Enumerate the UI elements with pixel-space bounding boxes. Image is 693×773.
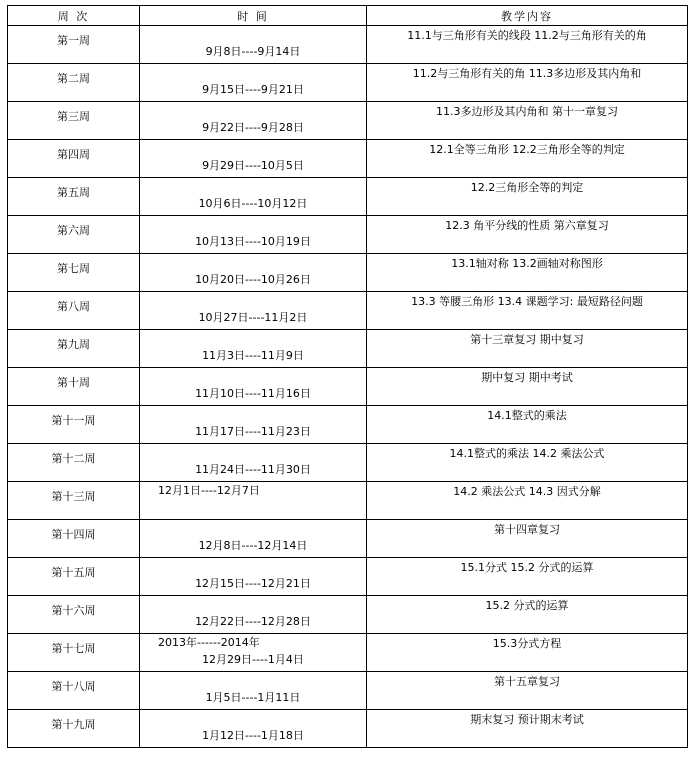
content-cell — [367, 26, 688, 64]
time-range: 12月22日----12月28日 — [195, 615, 311, 628]
time-cell — [140, 216, 367, 254]
teaching-content: 第十三章复习 期中复习 — [470, 333, 584, 346]
table-row — [8, 330, 688, 368]
week-label: 第十七周 — [51, 641, 96, 655]
week-label: 第二周 — [57, 71, 90, 85]
teaching-content: 13.1轴对称 13.2画轴对称图形 — [451, 257, 603, 270]
time-range: 9月8日----9月14日 — [205, 45, 301, 58]
week-label: 第十三周 — [51, 489, 96, 503]
content-cell — [367, 482, 688, 520]
content-cell — [367, 634, 688, 672]
week-label: 第十四周 — [51, 527, 96, 541]
time-cell — [140, 26, 367, 64]
time-range: 1月5日----1月11日 — [205, 691, 301, 704]
content-cell — [367, 102, 688, 140]
time-cell — [140, 368, 367, 406]
table-row — [8, 216, 688, 254]
time-cell — [140, 710, 367, 748]
week-cell — [8, 368, 140, 406]
time-range — [140, 499, 366, 516]
time-range-top — [140, 368, 366, 385]
time-range: 11月3日----11月9日 — [202, 349, 304, 362]
time-range: 10月13日----10月19日 — [195, 235, 311, 248]
time-cell — [140, 482, 367, 520]
week-label: 第十一周 — [51, 413, 96, 427]
week-cell — [8, 26, 140, 64]
time-range: 1月12日----1月18日 — [202, 729, 304, 742]
table-row — [8, 26, 688, 64]
week-cell — [8, 178, 140, 216]
content-cell — [367, 292, 688, 330]
teaching-content: 期末复习 预计期末考试 — [470, 713, 584, 726]
week-cell — [8, 254, 140, 292]
teaching-content: 12.1全等三角形 12.2三角形全等的判定 — [429, 143, 625, 156]
time-cell — [140, 444, 367, 482]
week-cell — [8, 482, 140, 520]
table-row — [8, 292, 688, 330]
week-cell — [8, 520, 140, 558]
time-range-top — [140, 672, 366, 689]
time-range: 9月15日----9月21日 — [202, 83, 304, 96]
header-row — [8, 6, 688, 26]
content-cell — [367, 368, 688, 406]
content-cell — [367, 64, 688, 102]
time-cell — [140, 330, 367, 368]
time-range: 11月17日----11月23日 — [195, 425, 311, 438]
week-cell — [8, 140, 140, 178]
time-cell — [140, 64, 367, 102]
table-row — [8, 558, 688, 596]
content-cell — [367, 672, 688, 710]
week-label: 第三周 — [57, 109, 90, 123]
table-row — [8, 634, 688, 672]
content-cell — [367, 406, 688, 444]
time-range: 10月6日----10月12日 — [198, 197, 308, 210]
time-range: 11月24日----11月30日 — [195, 463, 311, 476]
week-label: 第四周 — [57, 147, 90, 161]
table-row — [8, 102, 688, 140]
time-range-top — [140, 26, 366, 43]
table-row — [8, 482, 688, 520]
teaching-content: 11.1与三角形有关的线段 11.2与三角形有关的角 — [407, 29, 647, 42]
teaching-content: 15.3分式方程 — [492, 637, 562, 650]
time-range: 9月29日----10月5日 — [202, 159, 304, 172]
time-range-top — [140, 254, 366, 271]
week-label: 第六周 — [57, 223, 90, 237]
week-label: 第十周 — [57, 375, 90, 389]
time-range-top — [140, 178, 366, 195]
time-range-top — [140, 330, 366, 347]
week-cell — [8, 216, 140, 254]
teaching-content: 13.3 等腰三角形 13.4 课题学习: 最短路径问题 — [411, 295, 643, 308]
week-label: 第五周 — [57, 185, 90, 199]
time-range-top — [140, 406, 366, 423]
time-range: 12月15日----12月21日 — [195, 577, 311, 590]
table-row — [8, 710, 688, 748]
week-cell — [8, 64, 140, 102]
week-label: 第一周 — [57, 33, 90, 47]
teaching-content: 12.3 角平分线的性质 第六章复习 — [445, 219, 609, 232]
teaching-content: 第十四章复习 — [494, 523, 560, 536]
table-row — [8, 140, 688, 178]
content-cell — [367, 558, 688, 596]
header-time: 时 间 — [140, 6, 367, 26]
header-content: 教学内容 — [367, 6, 688, 26]
table-row — [8, 406, 688, 444]
time-cell — [140, 406, 367, 444]
content-cell — [367, 444, 688, 482]
time-range: 11月10日----11月16日 — [195, 387, 311, 400]
time-range-top: 2013年------2014年 — [158, 636, 260, 649]
week-label: 第七周 — [57, 261, 90, 275]
week-cell — [8, 596, 140, 634]
time-cell — [140, 634, 367, 672]
time-range-top — [140, 596, 366, 613]
content-cell — [367, 140, 688, 178]
teaching-content: 第十五章复习 — [494, 675, 560, 688]
time-range-top — [140, 140, 366, 157]
week-label: 第八周 — [57, 299, 90, 313]
time-cell — [140, 596, 367, 634]
time-range-top — [140, 520, 366, 537]
time-cell — [140, 558, 367, 596]
table-row — [8, 178, 688, 216]
teaching-content: 15.1分式 15.2 分式的运算 — [460, 561, 594, 574]
week-cell — [8, 102, 140, 140]
content-cell — [367, 216, 688, 254]
time-range: 9月22日----9月28日 — [202, 121, 304, 134]
content-cell — [367, 710, 688, 748]
week-label: 第十六周 — [51, 603, 96, 617]
time-range-top — [140, 292, 366, 309]
teaching-content: 14.2 乘法公式 14.3 因式分解 — [453, 485, 601, 498]
time-range: 12月8日----12月14日 — [198, 539, 308, 552]
schedule-body — [8, 26, 688, 748]
time-range-top — [140, 216, 366, 233]
table-row — [8, 368, 688, 406]
teaching-content: 14.1整式的乘法 — [487, 409, 567, 422]
table-row — [8, 444, 688, 482]
week-label: 第十二周 — [51, 451, 96, 465]
time-cell — [140, 672, 367, 710]
teaching-content: 14.1整式的乘法 14.2 乘法公式 — [449, 447, 605, 460]
week-cell — [8, 444, 140, 482]
teaching-schedule-table — [7, 5, 688, 748]
time-range: 10月27日----11月2日 — [198, 311, 308, 324]
table-row — [8, 672, 688, 710]
time-range: 12月29日----1月4日 — [202, 653, 304, 666]
time-cell — [140, 292, 367, 330]
teaching-content: 11.3多边形及其内角和 第十一章复习 — [436, 105, 618, 118]
time-cell — [140, 254, 367, 292]
time-range-top — [140, 64, 366, 81]
header-week: 周 次 — [8, 6, 140, 26]
time-cell — [140, 140, 367, 178]
week-label: 第十五周 — [51, 565, 96, 579]
teaching-content: 15.2 分式的运算 — [485, 599, 569, 612]
week-cell — [8, 634, 140, 672]
time-range-top — [140, 444, 366, 461]
time-range-top — [140, 710, 366, 727]
time-range: 10月20日----10月26日 — [195, 273, 311, 286]
time-range-top — [140, 558, 366, 575]
week-label: 第九周 — [57, 337, 90, 351]
content-cell — [367, 596, 688, 634]
week-label: 第十八周 — [51, 679, 96, 693]
teaching-content: 期中复习 期中考试 — [481, 371, 573, 384]
table-row — [8, 64, 688, 102]
content-cell — [367, 254, 688, 292]
week-cell — [8, 672, 140, 710]
time-range-top — [140, 102, 366, 119]
time-cell — [140, 520, 367, 558]
time-cell — [140, 102, 367, 140]
time-range-top: 12月1日----12月7日 — [158, 484, 260, 497]
teaching-content: 12.2三角形全等的判定 — [470, 181, 584, 194]
content-cell — [367, 330, 688, 368]
table-row — [8, 520, 688, 558]
time-cell — [140, 178, 367, 216]
week-cell — [8, 330, 140, 368]
table-row — [8, 596, 688, 634]
content-cell — [367, 178, 688, 216]
week-cell — [8, 558, 140, 596]
content-cell — [367, 520, 688, 558]
week-cell — [8, 710, 140, 748]
week-cell — [8, 292, 140, 330]
teaching-content: 11.2与三角形有关的角 11.3多边形及其内角和 — [412, 67, 642, 80]
week-cell — [8, 406, 140, 444]
week-label: 第十九周 — [51, 717, 96, 731]
table-row — [8, 254, 688, 292]
